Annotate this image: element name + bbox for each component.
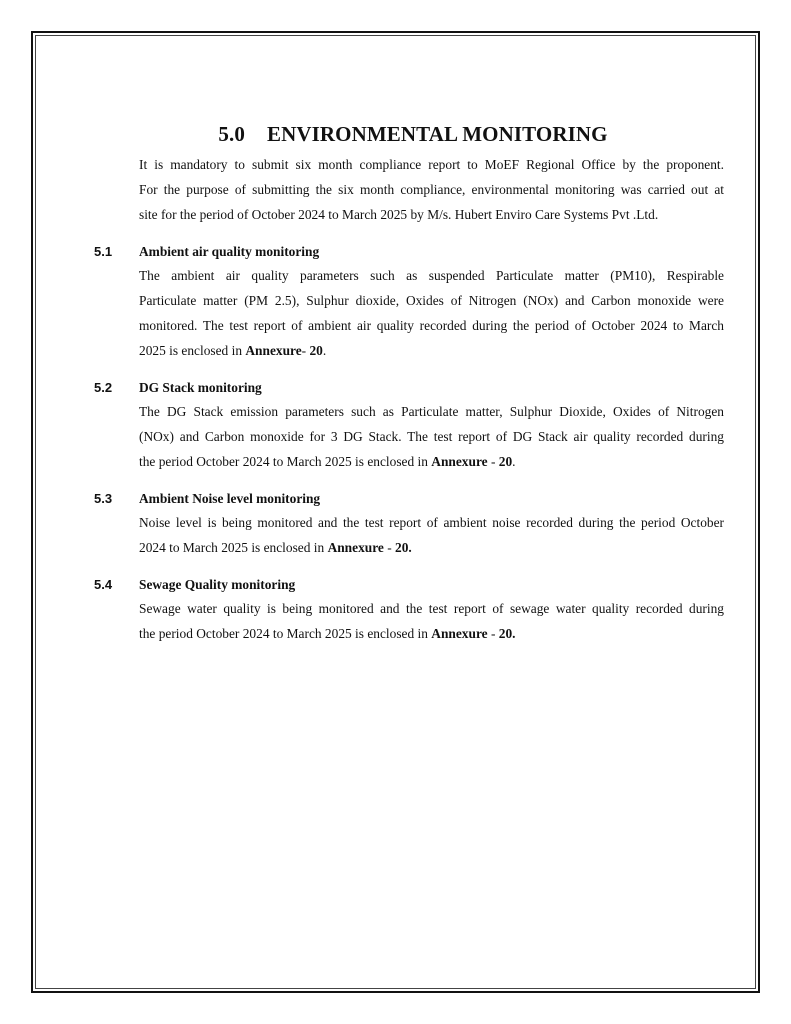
annexure-label: Annexure	[245, 343, 302, 358]
section-body-5-2	[139, 399, 724, 474]
annexure-label: Annexure	[327, 540, 384, 555]
body-line: monitored. The test report of ambient air quality recorded during the period of October 2024 to March	[139, 318, 724, 333]
line-text: 2025 is enclosed in	[139, 343, 246, 358]
section-heading-5-2: DG Stack monitoring	[139, 380, 262, 395]
intro-line: For the purpose of submitting the six month compliance, environmental monitoring was carried out at	[139, 182, 724, 197]
body-line: (NOx) and Carbon monoxide for 3 DG Stack. The test report of DG Stack air quality recorded during	[139, 429, 724, 444]
section-number-5-4: 5.4	[94, 577, 113, 592]
annexure-sep: -	[487, 626, 499, 641]
section-heading-5-1: Ambient air quality monitoring	[139, 244, 320, 259]
annexure-label: Annexure	[431, 454, 488, 469]
annexure-sep: -	[487, 454, 499, 469]
annexure-number: 20	[309, 343, 323, 358]
annexure-number: 20	[498, 454, 513, 469]
title-text: ENVIRONMENTAL MONITORING	[266, 122, 608, 146]
body-line-last	[139, 338, 724, 363]
body-line: Sewage water quality is being monitored and the test report of sewage water quality recorded during	[139, 601, 724, 616]
line-text: the period October 2024 to March 2025 is enclosed in	[139, 454, 432, 469]
body-line: The DG Stack emission parameters such as Particulate matter, Sulphur Dioxide, Oxides of Nitrogen	[139, 404, 724, 419]
section-number-5-2: 5.2	[94, 380, 113, 395]
body-line: The ambient air quality parameters such as suspended Particulate matter (PM10), Respirable	[139, 268, 724, 283]
section-heading-5-3: Ambient Noise level monitoring	[139, 491, 321, 506]
section-number-5-3: 5.3	[94, 491, 113, 506]
line-suffix: .	[512, 454, 516, 469]
line-suffix: .	[322, 343, 327, 358]
section-body-5-4	[139, 596, 724, 646]
body-line: Noise level is being monitored and the test report of ambient noise recorded during the period October	[139, 515, 724, 530]
body-line-last	[139, 449, 724, 474]
line-text: the period October 2024 to March 2025 is enclosed in	[139, 626, 432, 641]
annexure-label: Annexure	[431, 626, 488, 641]
annexure-number: 20.	[498, 626, 516, 641]
title-number: 5.0	[218, 122, 245, 146]
line-text: 2024 to March 2025 is enclosed in	[139, 540, 328, 555]
section-body-5-1	[139, 263, 724, 363]
annexure-sep: -	[301, 343, 310, 358]
body-line-last	[139, 535, 724, 560]
section-body-5-3	[139, 510, 724, 560]
page-title	[0, 122, 791, 147]
body-line-last	[139, 621, 724, 646]
section-heading-5-4: Sewage Quality monitoring	[139, 577, 296, 592]
annexure-sep: -	[383, 540, 396, 555]
annexure-number: 20.	[395, 540, 412, 555]
intro-line: It is mandatory to submit six month compliance report to MoEF Regional Office by the proponent.	[139, 157, 724, 172]
body-line: Particulate matter (PM 2.5), Sulphur dioxide, Oxides of Nitrogen (NOx) and Carbon monoxide were	[139, 293, 724, 308]
section-number-5-1: 5.1	[94, 244, 113, 259]
intro-paragraph	[139, 152, 724, 227]
intro-line: site for the period of October 2024 to March 2025 by M/s. Hubert Enviro Care Systems Pvt .Ltd.	[139, 207, 659, 222]
